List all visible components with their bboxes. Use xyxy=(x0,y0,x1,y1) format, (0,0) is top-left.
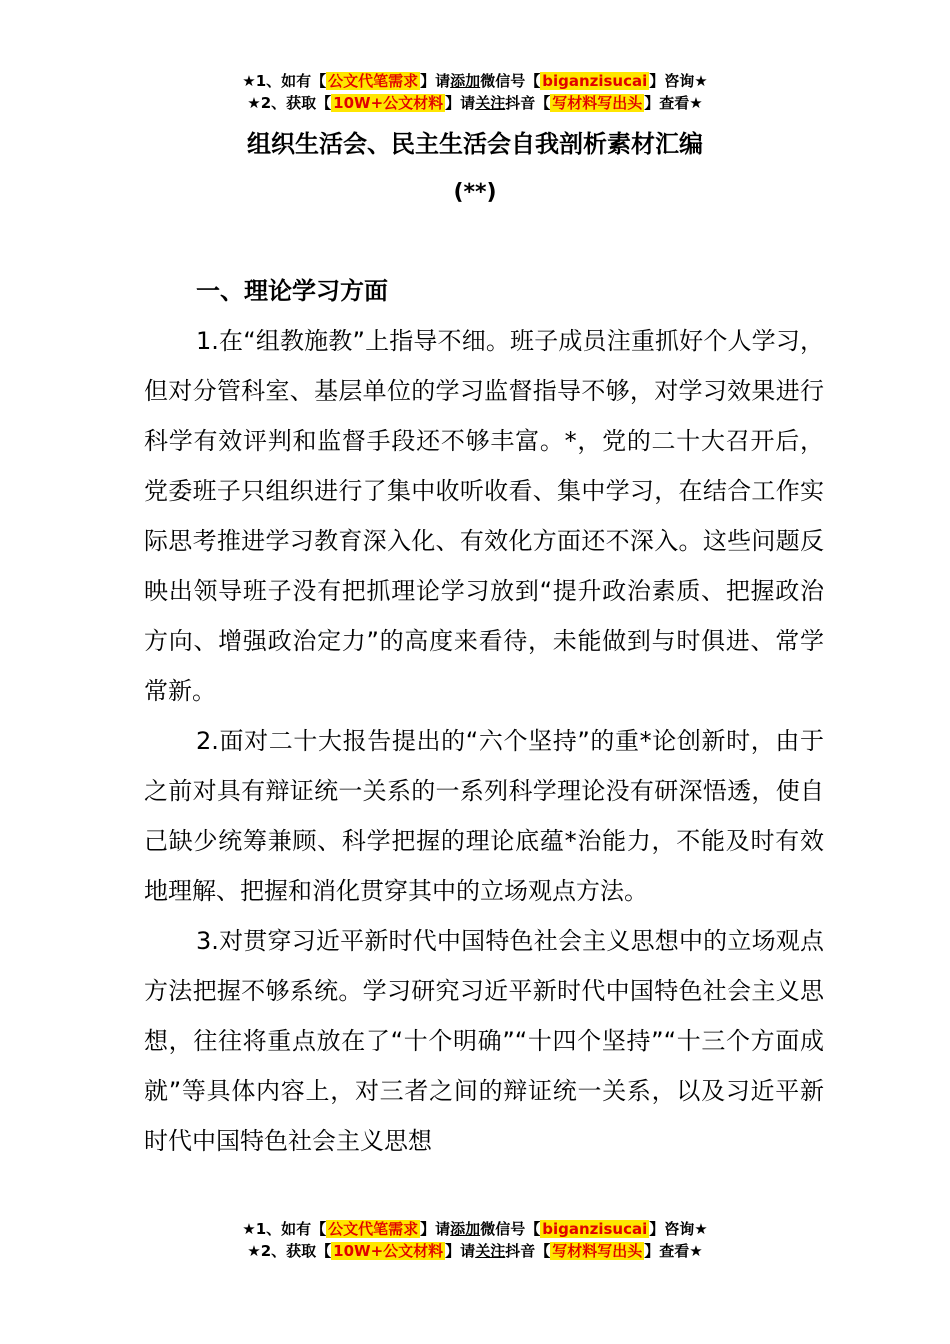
promo-line-2 xyxy=(0,1240,950,1262)
paragraph-3: 3.对贯穿习近平新时代中国特色社会主义思想中的立场观点方法把握不够系统。学习研究习近平新时代中国特色社会主义思想，往往将重点放在了“十个明确”“十四个坚持”“十三个方面成就”等具体内容上，对三者之间的辩证统一关系，以及习近平新时代中国特色社会主义思想 xyxy=(144,927,824,1155)
promo-text: 2、获取【 xyxy=(260,1242,332,1260)
promo-text: 】请 xyxy=(420,1220,451,1238)
promo-text: 】咨询 xyxy=(649,1220,695,1238)
promo-line-1 xyxy=(0,1218,950,1240)
promo-text: 】请 xyxy=(445,1242,476,1260)
promo-text: 】查看 xyxy=(644,1242,690,1260)
promo-highlight: 10W+公文材料 xyxy=(333,94,444,112)
promo-banner-bottom xyxy=(0,1218,950,1262)
promo-banner-top xyxy=(0,70,950,114)
promo-text: 抖音【 xyxy=(505,1242,551,1260)
promo-underline: 添加 xyxy=(450,1220,481,1238)
promo-line-1 xyxy=(0,70,950,92)
section-heading: 一、理论学习方面 xyxy=(196,277,388,305)
promo-underline: 添加 xyxy=(450,72,481,90)
promo-text: 1、如有【 xyxy=(255,72,327,90)
star-icon: ★ xyxy=(247,94,261,112)
star-icon: ★ xyxy=(242,1220,256,1238)
star-icon: ★ xyxy=(694,1220,708,1238)
wechat-id-highlight: biganzisucai xyxy=(542,72,648,90)
promo-text: 1、如有【 xyxy=(255,1220,327,1238)
promo-underline: 关注 xyxy=(475,94,506,112)
promo-line-2 xyxy=(0,92,950,114)
document-subtitle: (**) xyxy=(453,180,497,205)
promo-text: 2、获取【 xyxy=(260,94,332,112)
douyin-highlight: 写材料写出头 xyxy=(552,94,643,112)
wechat-id-highlight: biganzisucai xyxy=(542,1220,648,1238)
promo-highlight: 10W+公文材料 xyxy=(333,1242,444,1260)
promo-text: 】查看 xyxy=(644,94,690,112)
document-body xyxy=(144,266,824,1166)
star-icon: ★ xyxy=(689,1242,703,1260)
paragraph-2: 2.面对二十大报告提出的“六个坚持”的重*论创新时，由于之前对具有辩证统一关系的一系列科学理论没有研深悟透，使自己缺少统筹兼顾、科学把握的理论底蕴*治能力，不能及时有效地理解、把握和消化贯穿其中的立场观点方法。 xyxy=(144,727,824,905)
promo-underline: 关注 xyxy=(475,1242,506,1260)
document-title: 组织生活会、民主生活会自我剖析素材汇编 xyxy=(247,130,703,158)
promo-text: 】请 xyxy=(420,72,451,90)
promo-text: 】请 xyxy=(445,94,476,112)
star-icon: ★ xyxy=(694,72,708,90)
promo-text: 微信号【 xyxy=(480,1220,541,1238)
promo-text: 抖音【 xyxy=(505,94,551,112)
star-icon: ★ xyxy=(689,94,703,112)
douyin-highlight: 写材料写出头 xyxy=(552,1242,643,1260)
promo-highlight: 公文代笔需求 xyxy=(328,72,419,90)
star-icon: ★ xyxy=(242,72,256,90)
star-icon: ★ xyxy=(247,1242,261,1260)
promo-highlight: 公文代笔需求 xyxy=(328,1220,419,1238)
paragraph-1: 1.在“组教施教”上指导不细。班子成员注重抓好个人学习，但对分管科室、基层单位的学习监督指导不够，对学习效果进行科学有效评判和监督手段还不够丰富。*，党的二十大召开后，党委班子只组织进行了集中收听收看、集中学习，在结合工作实际思考推进学习教育深入化、有效化方面还不深入。这些问题反映出领导班子没有把抓理论学习放到“提升政治素质、把握政治方向、增强政治定力”的高度来看待，未能做到与时俱进、常学常新。 xyxy=(144,327,824,705)
promo-text: 微信号【 xyxy=(480,72,541,90)
promo-text: 】咨询 xyxy=(649,72,695,90)
